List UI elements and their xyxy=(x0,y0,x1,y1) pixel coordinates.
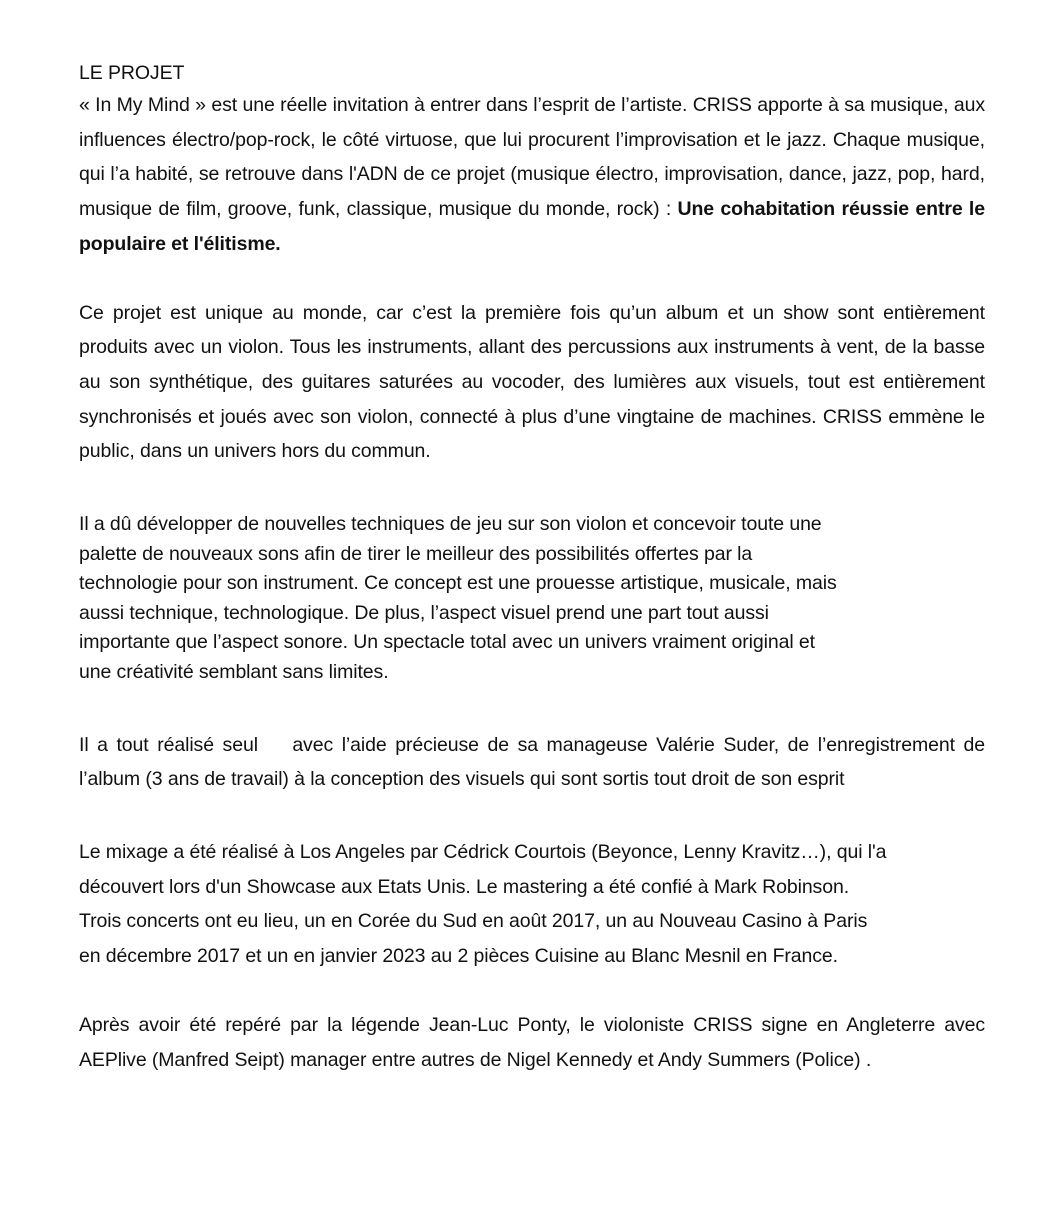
techniques-line: Il a dû développer de nouvelles techniques de jeu sur son violon et concevoir toute une xyxy=(79,513,822,536)
paragraph-mixing-concerts xyxy=(79,835,985,974)
section-heading: LE PROJET xyxy=(79,62,185,84)
techniques-line: une créativité semblant sans limites. xyxy=(79,661,389,683)
mixing-line: découvert lors d'un Showcase aux Etats Unis. Le mastering a été confié à Mark Robinson. xyxy=(79,875,850,898)
paragraph-solo-work: Il a tout réalisé seul avec l’aide précieuse de sa manageuse Valérie Suder, de l’enregistrement de l’album (3 ans de travail) à la conception des visuels qui sont sortis tout droit de son esprit xyxy=(79,733,991,791)
paragraph-intro xyxy=(79,88,985,262)
paragraph-signing: Après avoir été repéré par la légende Jean-Luc Ponty, le violoniste CRISS signe en Angleterre avec AEPlive (Manfred Seipt) manager entre autres de Nigel Kennedy et Andy Summers (Police) . xyxy=(79,1013,985,1071)
paragraph-techniques xyxy=(79,510,985,688)
mixing-line: en décembre 2017 et un en janvier 2023 au 2 pièces Cuisine au Blanc Mesnil en France. xyxy=(79,945,838,968)
mixing-line: Trois concerts ont eu lieu, un en Corée du Sud en août 2017, un au Nouveau Casino à Paris xyxy=(79,910,868,933)
intro-text: « In My Mind » est une réelle invitation à entrer dans l’esprit de l’artiste. CRISS apporte à sa musique, aux influences électro/pop-rock, le côté virtuose, que lui procurent l’improvisation et le jazz. Chaque musique, qui l’a habité, se retrouve dans l'ADN de ce projet (musique électro, improvisation, dance, jazz, pop, hard, musique de film, groove, funk, classique, musique du monde, rock) : xyxy=(79,94,985,221)
techniques-line: technologie pour son instrument. Ce concept est une prouesse artistique, musicale, mais xyxy=(79,572,837,595)
techniques-line: palette de nouveaux sons afin de tirer le meilleur des possibilités offertes par la xyxy=(79,542,753,565)
mixing-line: Le mixage a été réalisé à Los Angeles par Cédrick Courtois (Beyonce, Lenny Kravitz…), qui l'a xyxy=(79,841,887,863)
document-page xyxy=(79,58,991,1077)
techniques-line: aussi technique, technologique. De plus, l’aspect visuel prend une part tout aussi xyxy=(79,601,769,624)
intro-bold-statement: Une cohabitation réussie entre le populaire et l'élitisme. xyxy=(79,198,985,255)
techniques-line: importante que l’aspect sonore. Un spectacle total avec un univers vraiment original et xyxy=(79,631,815,654)
paragraph-unique-project: Ce projet est unique au monde, car c’est la première fois qu’un album et un show sont entièrement produits avec un violon. Tous les instruments, allant des percussions aux instruments à vent, de la basse au son synthétique, des guitares saturées au vocoder, des lumières aux visuels, tout est entièrement synchronisés et joués avec son violon, connecté à plus d’une vingtaine de machines. CRISS emmène le public, dans un univers hors du commun. xyxy=(79,301,985,463)
